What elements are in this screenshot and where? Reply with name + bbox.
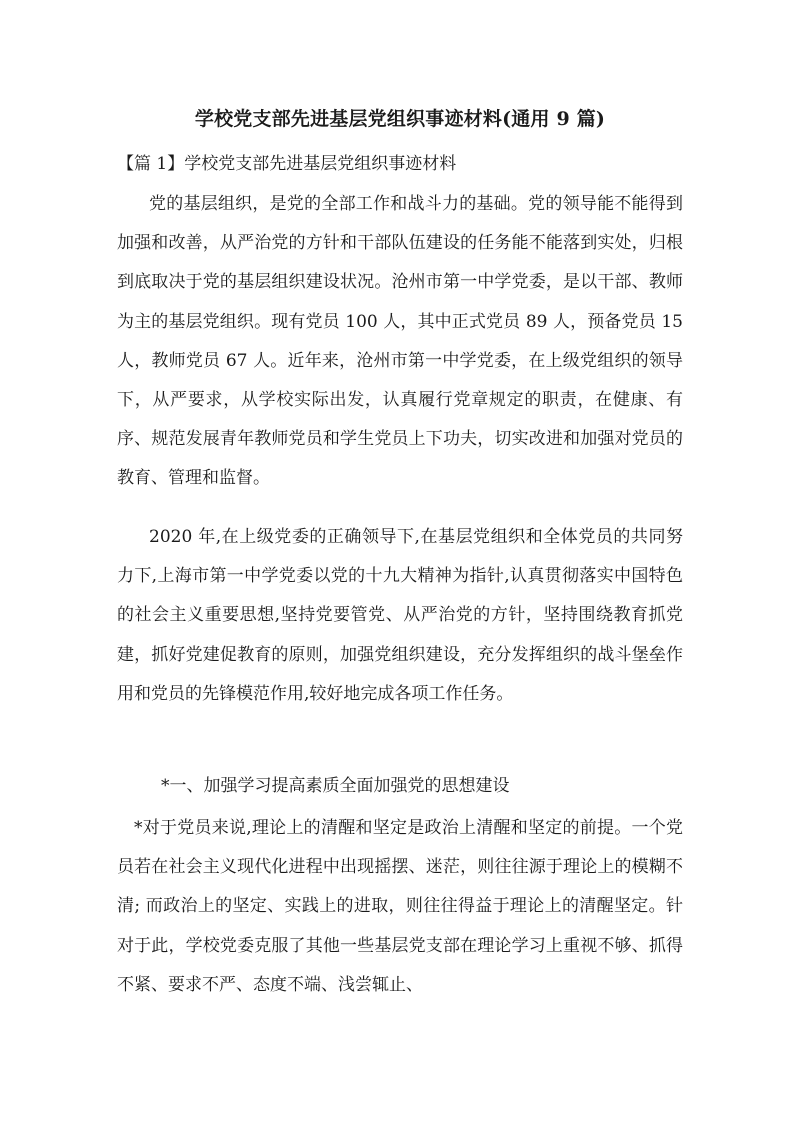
body-paragraph-1: 党的基层组织，是党的全部工作和战斗力的基础。党的领导能不能得到加强和改善，从严治党的方针和干部队伍建设的任务能不能落到实处，归根到底取决于党的基层组织建设状况。沧州市第一中学党委，是以干部、教师为主的基层党组织。现有党员 100 人，其中正式党员 89 人，预备党员 15 人，教师党员 67 人。近年来，沧州市第一中学党委，在上级党组织的领导下，从严要求，从学校实际出发，认真履行党章规定的职责，在健康、有序、规范发展青年教师党员和学生党员上下功夫，切实改进和加强对党员的教育、管理和监督。 bbox=[117, 194, 683, 489]
body-paragraph-3: *对于党员来说,理论上的清醒和坚定是政治上清醒和坚定的前提。一个党员若在社会主义现代化进程中出现摇摆、迷茫，则往往源于理论上的模糊不清; 而政治上的坚定、实践上的进取，则往往得益于理论上的清醒坚定。针对于此，学校党委克服了其他一些基层党支部在理论学习上重视不够、抓得不紧、要求不严、态度不端、浅尝辄止、 bbox=[117, 818, 683, 995]
section-heading: 【篇 1】学校党支部先进基层党组织事迹材料 bbox=[117, 154, 457, 174]
body-paragraph-2: 2020 年,在上级党委的正确领导下,在基层党组织和全体党员的共同努力下,上海市第一中学党委以党的十九大精神为指针,认真贯彻落实中国特色的社会主义重要思想,坚持党要管党、从严治党的方针，坚持围绕教育抓党建，抓好党建促教育的原则，加强党组织建设，充分发挥组织的战斗堡垒作用和党员的先锋模范作用,较好地完成各项工作任务。 bbox=[117, 527, 683, 704]
subheading: *一、加强学习提高素质全面加强党的思想建设 bbox=[161, 776, 510, 796]
document-title: 学校党支部先进基层党组织事迹材料(通用 9 篇) bbox=[194, 108, 606, 130]
